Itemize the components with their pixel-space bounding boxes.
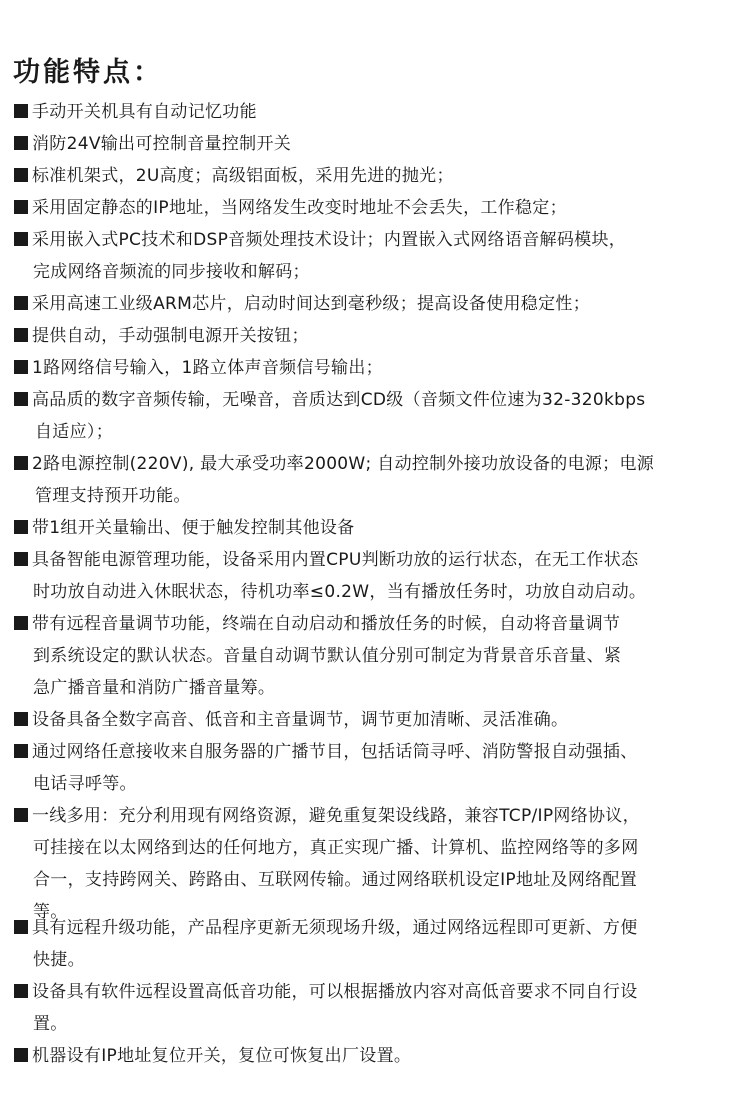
- feature-line-text: 采用高速工业级ARM芯片，启动时间达到毫秒级；提高设备使用稳定性；: [32, 294, 591, 314]
- feature-item: [14, 288, 744, 320]
- feature-item-text: [14, 384, 744, 416]
- square-bullet-icon: [14, 712, 28, 726]
- feature-item-continuation: [14, 480, 744, 512]
- feature-item-text: [14, 544, 744, 576]
- feature-item-continuation: [14, 768, 744, 800]
- feature-item: [14, 544, 744, 608]
- feature-item: [14, 704, 744, 736]
- feature-item-text: [14, 608, 744, 640]
- feature-line-text: 快捷。: [33, 950, 85, 970]
- square-bullet-icon: [14, 296, 28, 310]
- feature-line-text: 设备具有软件远程设置高低音功能，可以根据播放内容对高低音要求不同自行设: [32, 982, 638, 1002]
- feature-line-text: 电话寻呼等。: [33, 774, 137, 794]
- feature-line-text: 急广播音量和消防广播音量筹。: [33, 678, 276, 698]
- feature-item: [14, 352, 744, 384]
- feature-line-text: 2路电源控制(220V), 最大承受功率2000W; 自动控制外接功放设备的电源；电源: [32, 454, 655, 474]
- feature-item: [14, 1040, 744, 1072]
- square-bullet-icon: [14, 136, 28, 150]
- feature-item-text: [14, 288, 744, 320]
- feature-line-text: 等。: [33, 902, 68, 922]
- feature-item-continuation: [14, 576, 744, 608]
- feature-item-text: [14, 224, 744, 256]
- feature-item-continuation: [14, 1008, 744, 1040]
- feature-item-continuation: [14, 672, 744, 704]
- feature-line-text: 完成网络音频流的同步接收和解码；: [33, 262, 310, 282]
- feature-item-text: [14, 448, 744, 480]
- feature-item-text: [14, 800, 744, 832]
- feature-item: [14, 192, 744, 224]
- feature-item-text: [14, 192, 744, 224]
- feature-item: [14, 160, 744, 192]
- feature-line-text: 自适应）；: [35, 422, 113, 442]
- feature-line-text: 消防24V输出可控制音量控制开关: [32, 134, 292, 154]
- square-bullet-icon: [14, 360, 28, 374]
- feature-line-text: 置。: [33, 1014, 68, 1034]
- feature-line-text: 采用嵌入式PC技术和DSP音频处理技术设计；内置嵌入式网络语音解码模块，: [32, 230, 627, 250]
- feature-item: [14, 128, 744, 160]
- feature-item-text: [14, 96, 744, 128]
- feature-item: [14, 320, 744, 352]
- square-bullet-icon: [14, 552, 28, 566]
- feature-line-text: 通过网络任意接收来自服务器的广播节目，包括话筒寻呼、消防警报自动强插、: [32, 742, 638, 762]
- feature-line-text: 手动开关机具有自动记忆功能: [32, 102, 257, 122]
- feature-item-text: [14, 160, 744, 192]
- feature-item-continuation: [14, 416, 744, 448]
- feature-item: [14, 912, 744, 976]
- feature-line-text: 可挂接在以太网络到达的任何地方，真正实现广播、计算机、监控网络等的多网: [33, 838, 639, 858]
- feature-item-text: [14, 1040, 744, 1072]
- feature-line-text: 设备具备全数字高音、低音和主音量调节，调节更加清晰、灵活准确。: [32, 710, 569, 730]
- feature-item-text: [14, 736, 744, 768]
- feature-line-text: 提供自动，手动强制电源开关按钮；: [32, 326, 309, 346]
- feature-line-text: 合一，支持跨网关、跨路由、互联网传输。通过网络联机设定IP地址及网络配置: [33, 870, 638, 890]
- feature-line-text: 标准机架式，2U高度；高级铝面板，采用先进的抛光；: [32, 166, 454, 186]
- square-bullet-icon: [14, 744, 28, 758]
- square-bullet-icon: [14, 520, 28, 534]
- feature-item-text: [14, 704, 744, 736]
- feature-item-text: [14, 352, 744, 384]
- square-bullet-icon: [14, 232, 28, 246]
- feature-line-text: 带有远程音量调节功能，终端在自动启动和播放任务的时候，自动将音量调节: [32, 614, 621, 634]
- feature-item: [14, 384, 744, 448]
- feature-item-text: [14, 912, 744, 944]
- square-bullet-icon: [14, 392, 28, 406]
- feature-item-text: [14, 976, 744, 1008]
- feature-item-continuation: [14, 256, 744, 288]
- feature-line-text: 时功放自动进入休眠状态，待机功率≤0.2W，当有播放任务时，功放自动启动。: [33, 582, 647, 602]
- square-bullet-icon: [14, 984, 28, 998]
- feature-line-text: 带1组开关量输出、便于触发控制其他设备: [32, 518, 355, 538]
- feature-item-continuation: [14, 640, 744, 672]
- feature-item-text: [14, 320, 744, 352]
- square-bullet-icon: [14, 104, 28, 118]
- feature-item-continuation: [14, 832, 744, 864]
- feature-line-text: 具备智能电源管理功能，设备采用内置CPU判断功放的运行状态，在无工作状态: [32, 550, 639, 570]
- feature-line-text: 采用固定静态的IP地址，当网络发生改变时地址不会丢失，工作稳定；: [32, 198, 567, 218]
- feature-item: [14, 976, 744, 1040]
- feature-item: [14, 608, 744, 704]
- square-bullet-icon: [14, 920, 28, 934]
- square-bullet-icon: [14, 456, 28, 470]
- feature-line-text: 机器设有IP地址复位开关，复位可恢复出厂设置。: [32, 1046, 412, 1066]
- feature-item: [14, 800, 744, 928]
- feature-line-text: 具有远程升级功能，产品程序更新无须现场升级，通过网络远程即可更新、方便: [32, 918, 638, 938]
- feature-line-text: 1路网络信号输入，1路立体声音频信号输出；: [32, 358, 383, 378]
- feature-item-text: [14, 512, 744, 544]
- page-title: 功能特点：: [13, 57, 163, 88]
- feature-item: [14, 736, 744, 800]
- feature-line-text: 高品质的数字音频传输，无噪音，音质达到CD级（音频文件位速为32-320kbps: [32, 390, 646, 410]
- feature-item: [14, 512, 744, 544]
- square-bullet-icon: [14, 616, 28, 630]
- feature-item-continuation: [14, 864, 744, 896]
- feature-item: [14, 224, 744, 288]
- feature-line-text: 到系统设定的默认状态。音量自动调节默认值分别可制定为背景音乐音量、紧: [33, 646, 622, 666]
- square-bullet-icon: [14, 200, 28, 214]
- square-bullet-icon: [14, 808, 28, 822]
- feature-line-text: 管理支持预开功能。: [35, 486, 191, 506]
- feature-item: [14, 96, 744, 128]
- feature-item-continuation: [14, 944, 744, 976]
- feature-item: [14, 448, 744, 512]
- square-bullet-icon: [14, 1048, 28, 1062]
- feature-item-text: [14, 128, 744, 160]
- feature-line-text: 一线多用：充分利用现有网络资源，避免重复架设线路，兼容TCP/IP网络协议，: [32, 806, 640, 826]
- square-bullet-icon: [14, 328, 28, 342]
- square-bullet-icon: [14, 168, 28, 182]
